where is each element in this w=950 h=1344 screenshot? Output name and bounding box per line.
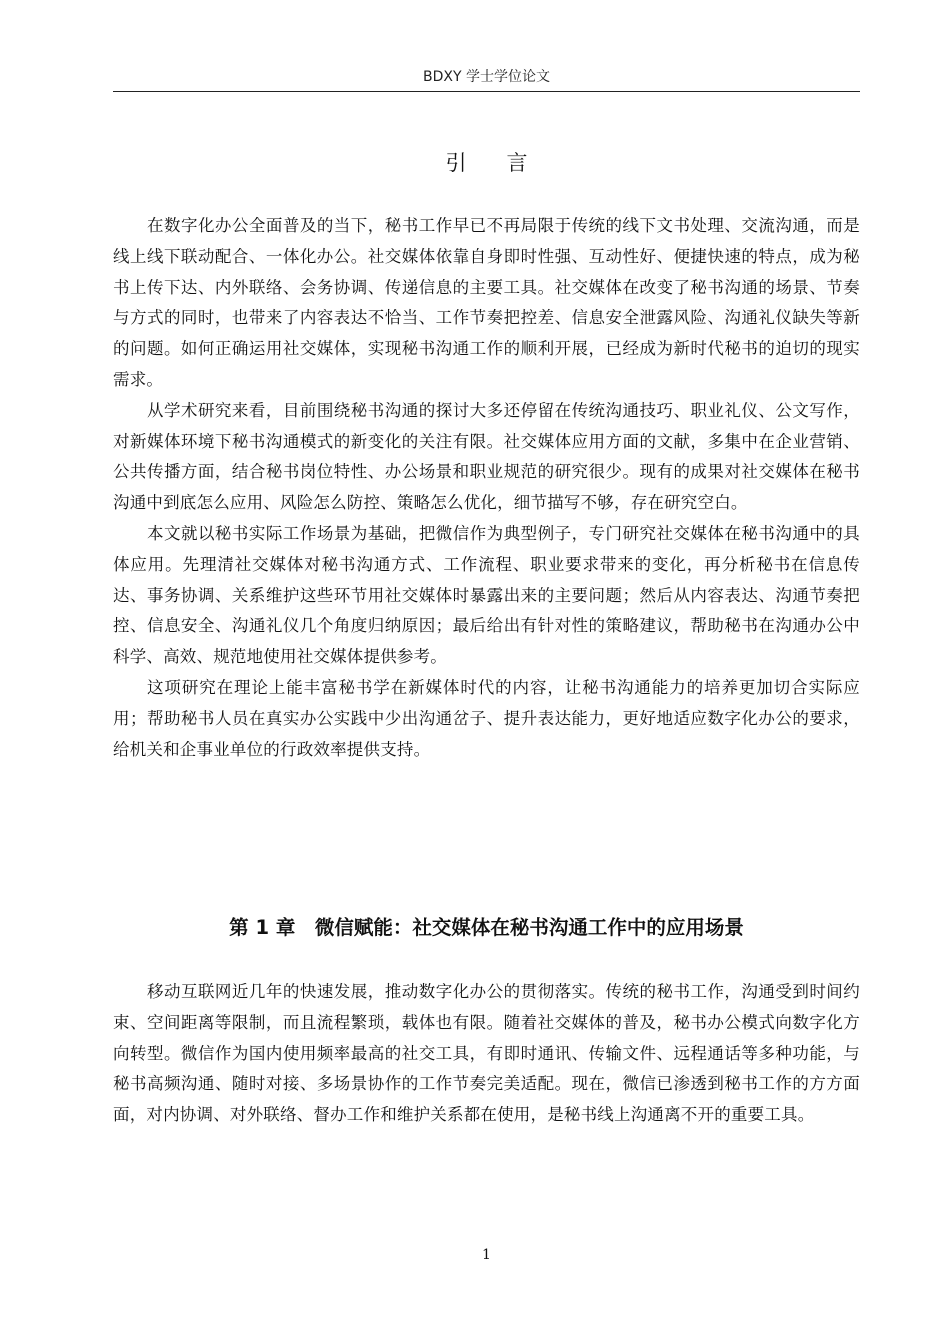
intro-paragraph-1: 在数字化办公全面普及的当下，秘书工作早已不再局限于传统的线下文书处理、交流沟通，而是线上线下联动配合、一体化办公。社交媒体依靠自身即时性强、互动性好、便捷快速的特点，成为秘书上传下达、内外联络、会务协调、传递信息的主要工具。社交媒体在改变了秘书沟通的场景、节奏与方式的同时，也带来了内容表达不恰当、工作节奏把控差、信息安全泄露风险、沟通礼仪缺失等新的问题。如何正确运用社交媒体，实现秘书沟通工作的顺利开展，已经成为新时代秘书的迫切的现实需求。 <box>113 216 860 389</box>
header-divider <box>113 91 860 92</box>
intro-paragraph-4: 这项研究在理论上能丰富秘书学在新媒体时代的内容，让秘书沟通能力的培养更加切合实际应用；帮助秘书人员在真实办公实践中少出沟通岔子、提升表达能力，更好地适应数字化办公的要求，给机关和企事业单位的行政效率提供支持。 <box>113 677 860 759</box>
running-header: BDXY 学士学位论文 <box>423 69 550 85</box>
intro-paragraph-3: 本文就以秘书实际工作场景为基础，把微信作为典型例子，专门研究社交媒体在秘书沟通中的具体应用。先理清社交媒体对秘书沟通方式、工作流程、职业要求带来的变化，再分析秘书在信息传达、事务协调、关系维护这些环节用社交媒体时暴露出来的主要问题；然后从内容表达、沟通节奏把控、信息安全、沟通礼仪几个角度归纳原因；最后给出有针对性的策略建议，帮助秘书在沟通办公中科学、高效、规范地使用社交媒体提供参考。 <box>113 523 860 667</box>
chapter-1-heading: 第 1 章 微信赋能：社交媒体在秘书沟通工作中的应用场景 <box>229 916 744 939</box>
intro-heading: 引言 <box>445 151 568 175</box>
intro-body <box>113 211 860 765</box>
chapter-1-body <box>113 977 860 1131</box>
intro-paragraph-2: 从学术研究来看，目前围绕秘书沟通的探讨大多还停留在传统沟通技巧、职业礼仪、公文写作，对新媒体环境下秘书沟通模式的新变化的关注有限。社交媒体应用方面的文献，多集中在企业营销、公共传播方面，结合秘书岗位特性、办公场景和职业规范的研究很少。现有的成果对社交媒体在秘书沟通中到底怎么应用、风险怎么防控、策略怎么优化，细节描写不够，存在研究空白。 <box>113 400 860 513</box>
chapter-1-paragraph-1: 移动互联网近几年的快速发展，推动数字化办公的贯彻落实。传统的秘书工作，沟通受到时间约束、空间距离等限制，而且流程繁琐，载体也有限。随着社交媒体的普及，秘书办公模式向数字化方向转型。微信作为国内使用频率最高的社交工具，有即时通讯、传输文件、远程通话等多种功能，与秘书高频沟通、随时对接、多场景协作的工作节奏完美适配。现在，微信已渗透到秘书工作的方方面面，对内协调、对外联络、督办工作和维护关系都在使用，是秘书线上沟通离不开的重要工具。 <box>113 982 860 1125</box>
page-number: 1 <box>482 1247 491 1263</box>
